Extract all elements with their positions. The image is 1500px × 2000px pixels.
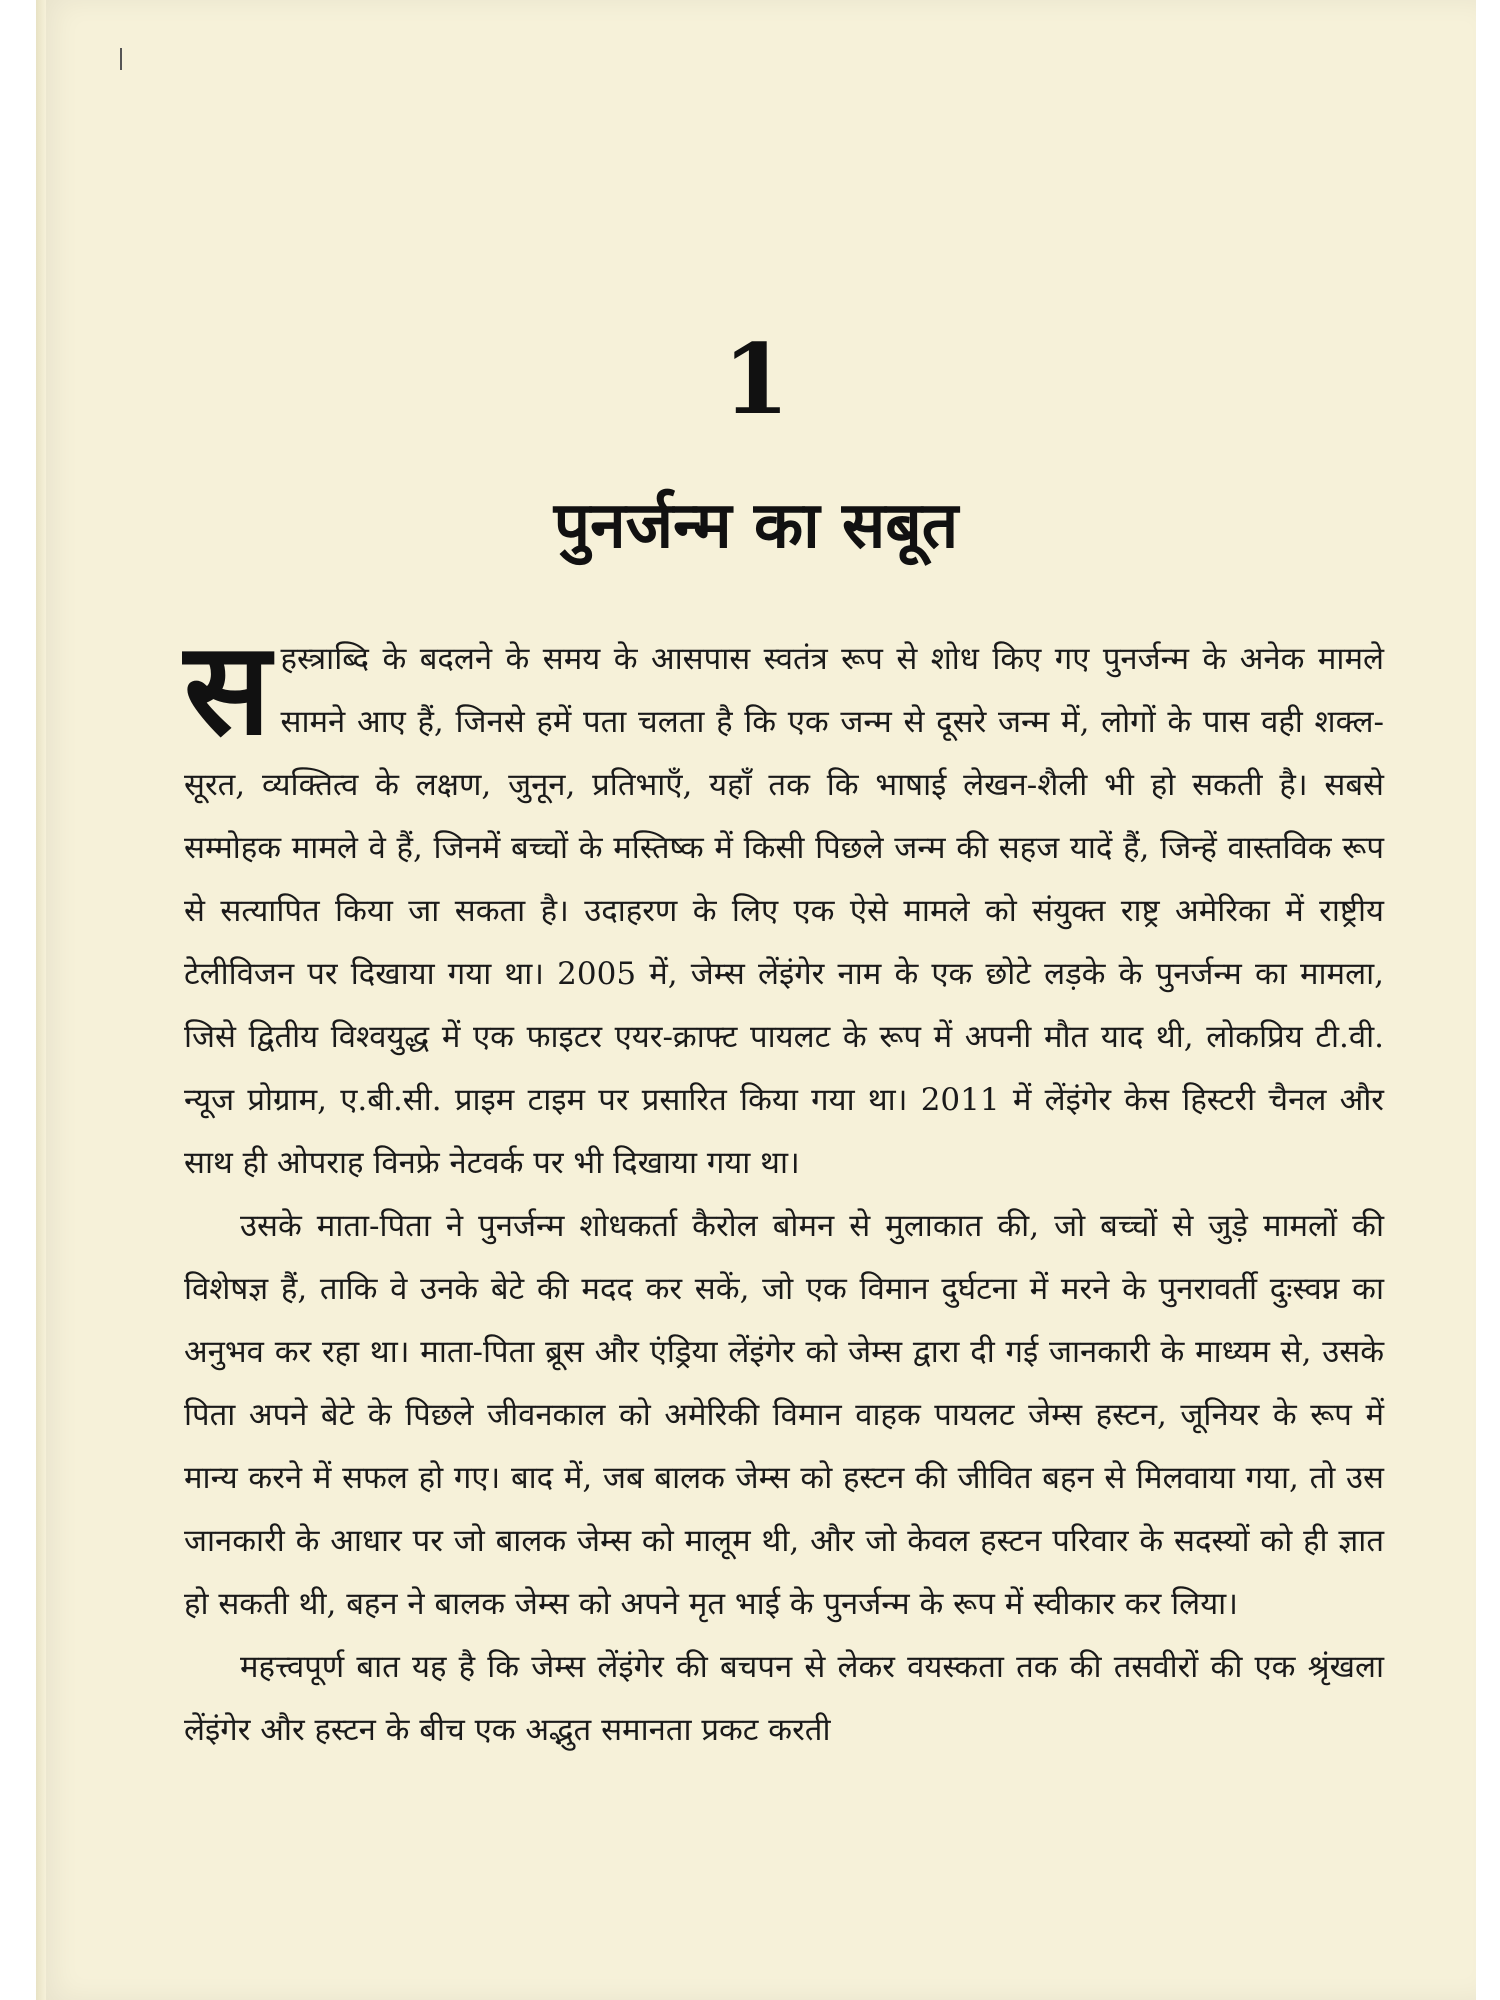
paragraph-1 (184, 614, 1384, 1195)
page-gutter (36, 0, 46, 2000)
chapter-title: पुनर्जन्म का सबूत (553, 488, 959, 563)
book-page (36, 0, 1476, 2000)
paragraph-1-text: हस्त्राब्दि के बदलने के समय के आसपास स्वतंत्र रूप से शोध किए गए पुनर्जन्म के अनेक मामले सामने आए हैं, जिनसे हमें पता चलता है कि एक जन्म से दूसरे जन्म में, लोगों के पास वही शक्ल-सूरत, व्यक्तित्व के लक्षण, जुनून, प्रतिभाएँ, यहाँ तक कि भाषाई लेखन-शैली भी हो सकती है। सबसे सम्मोहक मामले वे हैं, जिनमें बच्चों के मस्तिष्क में किसी पिछले जन्म की सहज यादें हैं, जिन्हें वास्तविक रूप से सत्यापित किया जा सकता है। उदाहरण के लिए एक ऐसे मामले को संयुक्त राष्ट्र अमेरिका में राष्ट्रीय टेलीविजन पर दिखाया गया था। 2005 में, जेम्स लेंइंगेर नाम के एक छोटे लड़के के पुनर्जन्म का मामला, जिसे द्वितीय विश्वयुद्ध में एक फाइटर एयर-क्राफ्ट पायलट के रूप में अपनी मौत याद थी, लोकप्रिय टी.वी. न्यूज प्रोग्राम, ए.बी.सी. प्राइम टाइम पर प्रसारित किया गया था। 2011 में लेंइंगेर केस हिस्टरी चैनल और साथ ही ओपराह विनफ्रे नेटवर्क पर भी दिखाया गया था। (184, 641, 1384, 1181)
paragraph-3: महत्त्वपूर्ण बात यह है कि जेम्स लेंइंगेर की बचपन से लेकर वयस्कता तक की तसवीरों की एक श्रृंखला लेंइंगेर और हस्टन के बीच एक अद्भुत समानता प्रकट करती (184, 1649, 1384, 1748)
drop-cap: स (184, 614, 271, 764)
chapter-number: 1 (722, 323, 790, 436)
margin-mark (120, 48, 122, 70)
paragraph-2: उसके माता-पिता ने पुनर्जन्म शोधकर्ता कैरोल बोमन से मुलाकात की, जो बच्चों से जुड़े मामलों की विशेषज्ञ हैं, ताकि वे उनके बेटे की मदद कर सकें, जो एक विमान दुर्घटना में मरने के पुनरावर्ती दुःस्वप्न का अनुभव कर रहा था। माता-पिता ब्रूस और एंड्रिया लेंइंगेर को जेम्स द्वारा दी गई जानकारी के माध्यम से, उसके पिता अपने बेटे के पिछले जीवनकाल को अमेरिकी विमान वाहक पायलट जेम्स हस्टन, जूनियर के रूप में मान्य करने में सफल हो गए। बाद में, जब बालक जेम्स को हस्टन की जीवित बहन से मिलवाया गया, तो उस जानकारी के आधार पर जो बालक जेम्स को मालूम थी, और जो केवल हस्टन परिवार के सदस्यों को ही ज्ञात हो सकती थी, बहन ने बालक जेम्स को अपने मृत भाई के पुनर्जन्म के रूप में स्वीकार कर लिया। (184, 1208, 1384, 1622)
chapter-body (184, 614, 1384, 1762)
